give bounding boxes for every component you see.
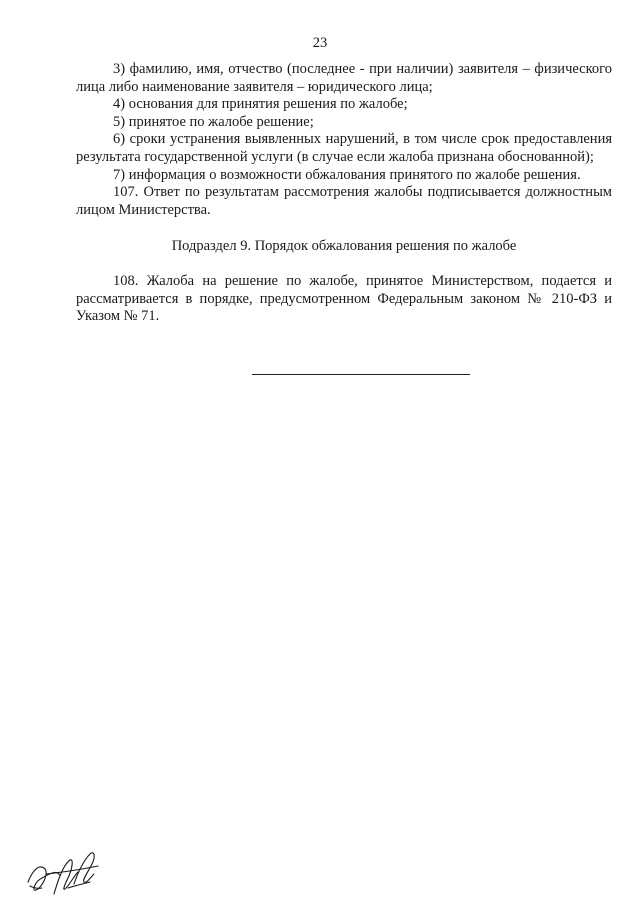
list-item-3: 3) фамилию, имя, отчество (последнее - при наличии) заявителя – физического лица либо наименование заявителя – юридического лица; [76,61,612,95]
end-divider [252,374,470,375]
paragraph-107: 107. Ответ по результатам рассмотрения жалобы подписывается должностным лицом Министерства. [76,184,612,218]
handwritten-signature-icon [24,842,108,900]
subsection-heading: Подраздел 9. Порядок обжалования решения по жалобе [171,238,517,255]
paragraph-108: 108. Жалоба на решение по жалобе, принятое Министерством, подается и рассматривается в порядке, предусмотренном Федеральным законом № 210-ФЗ и Указом № 71. [76,272,612,325]
list-item-6: 6) сроки устранения выявленных нарушений, в том числе срок предоставления результата государственной услуги (в случае если жалоба признана обоснованной); [76,131,612,165]
list-item-5: 5) принятое по жалобе решение; [113,113,314,130]
list-item-4: 4) основания для принятия решения по жалобе; [113,96,408,113]
page-number: 23 [312,35,328,51]
list-item-7: 7) информация о возможности обжалования принятого по жалобе решения. [113,166,581,183]
document-body [76,61,612,326]
